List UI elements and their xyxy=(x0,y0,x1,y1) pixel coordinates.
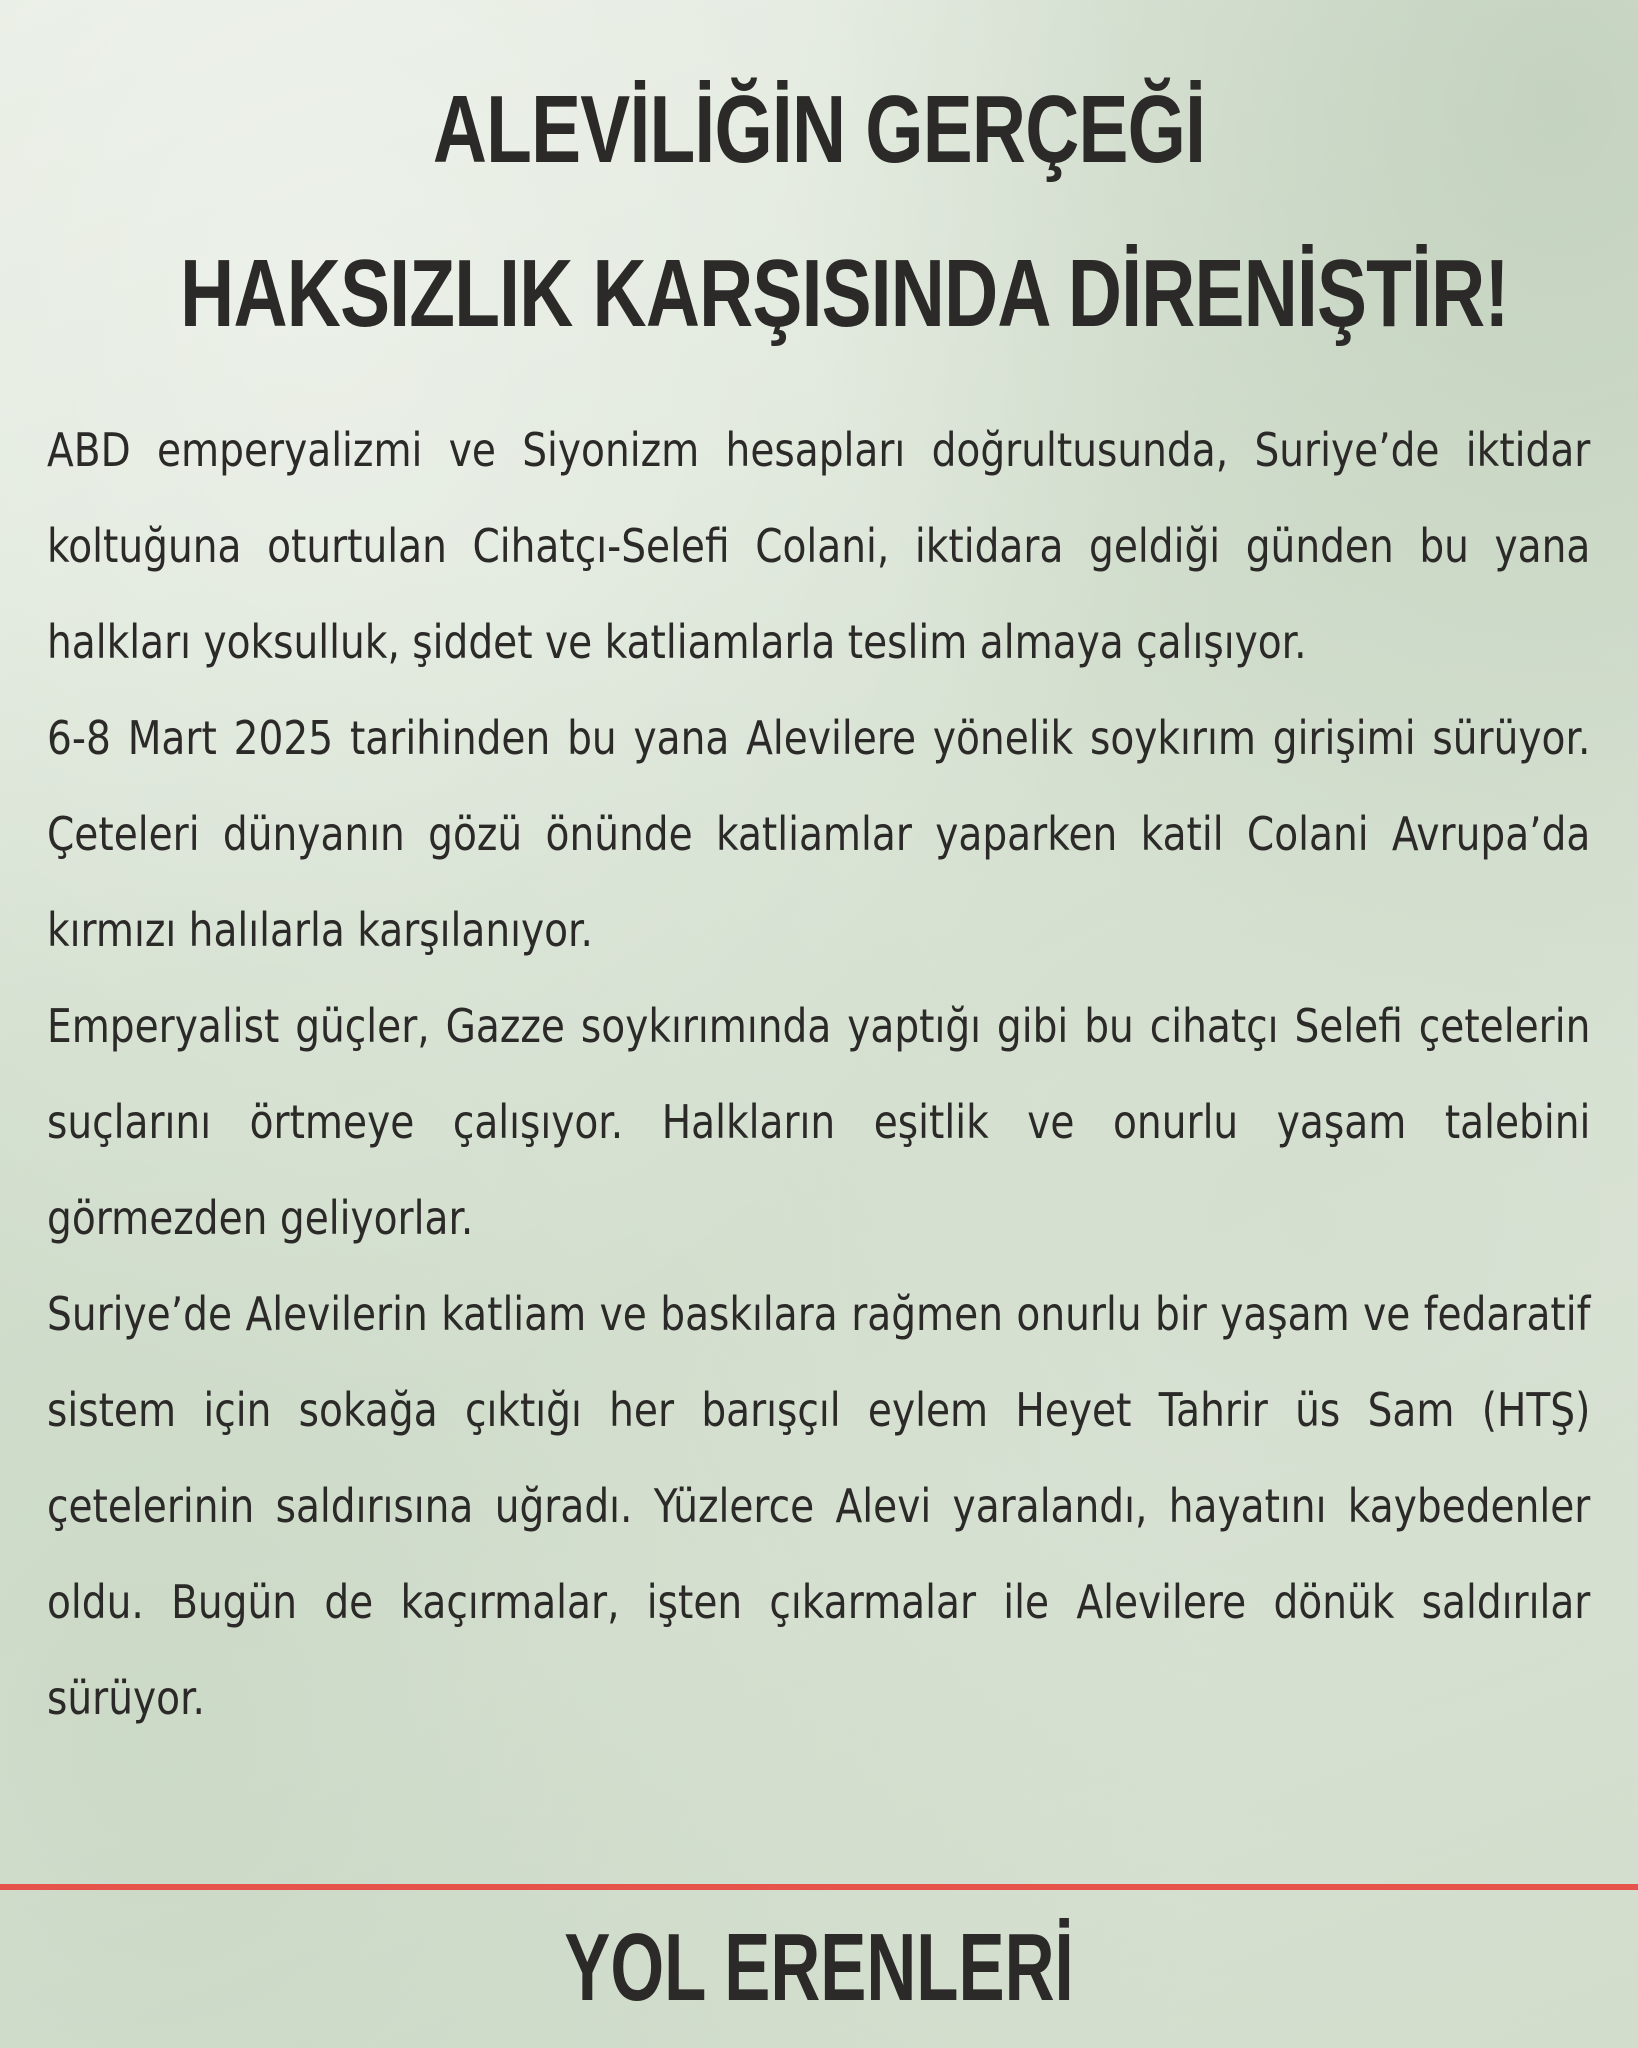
paragraph-2: 6-8 Mart 2025 tarihinden bu yana Alevilere yönelik soykırım girişimi sürüyor. Çeteleri dünyanın gözü önünde katliamlar yaparken katil Colani Avrupa’da kırmızı halılarla karşılanıyor. xyxy=(47,711,1591,957)
signature: YOL ERENLERİ xyxy=(564,1914,1074,2021)
paragraph-3: Emperyalist güçler, Gazze soykırımında yaptığı gibi bu cihatçı Selefi çetelerin suçlarını örtmeye çalışıyor. Halkların eşitlik ve onurlu yaşam talebini görmezden geliyorlar. xyxy=(47,999,1591,1245)
statement-body xyxy=(47,402,1591,1746)
paragraph-1: ABD emperyalizmi ve Siyonizm hesapları doğrultusunda, Suriye’de iktidar koltuğuna oturtulan Cihatçı-Selefi Colani, iktidara geldiği günden bu yana halkları yoksulluk, şiddet ve katliamlarla teslim almaya çalışıyor. xyxy=(47,423,1591,669)
page-title-line-2: HAKSIZLIK KARŞISINDA DİRENİŞTİR! xyxy=(180,240,1509,347)
page-title-line-1: ALEVİLİĞİN GERÇEĞİ xyxy=(432,76,1206,183)
paragraph-4: Suriye’de Alevilerin katliam ve baskılara rağmen onurlu bir yaşam ve fedaratif sistem için sokağa çıktığı her barışçıl eylem Heyet Tahrir üs Sam (HTŞ) çetelerinin saldırısına uğradı. Yüzlerce Alevi yaralandı, hayatını kaybedenler oldu. Bugün de kaçırmalar, işten çıkarmalar ile Alevilere dönük saldırılar sürüyor. xyxy=(47,1287,1591,1725)
divider-line xyxy=(0,1884,1638,1890)
